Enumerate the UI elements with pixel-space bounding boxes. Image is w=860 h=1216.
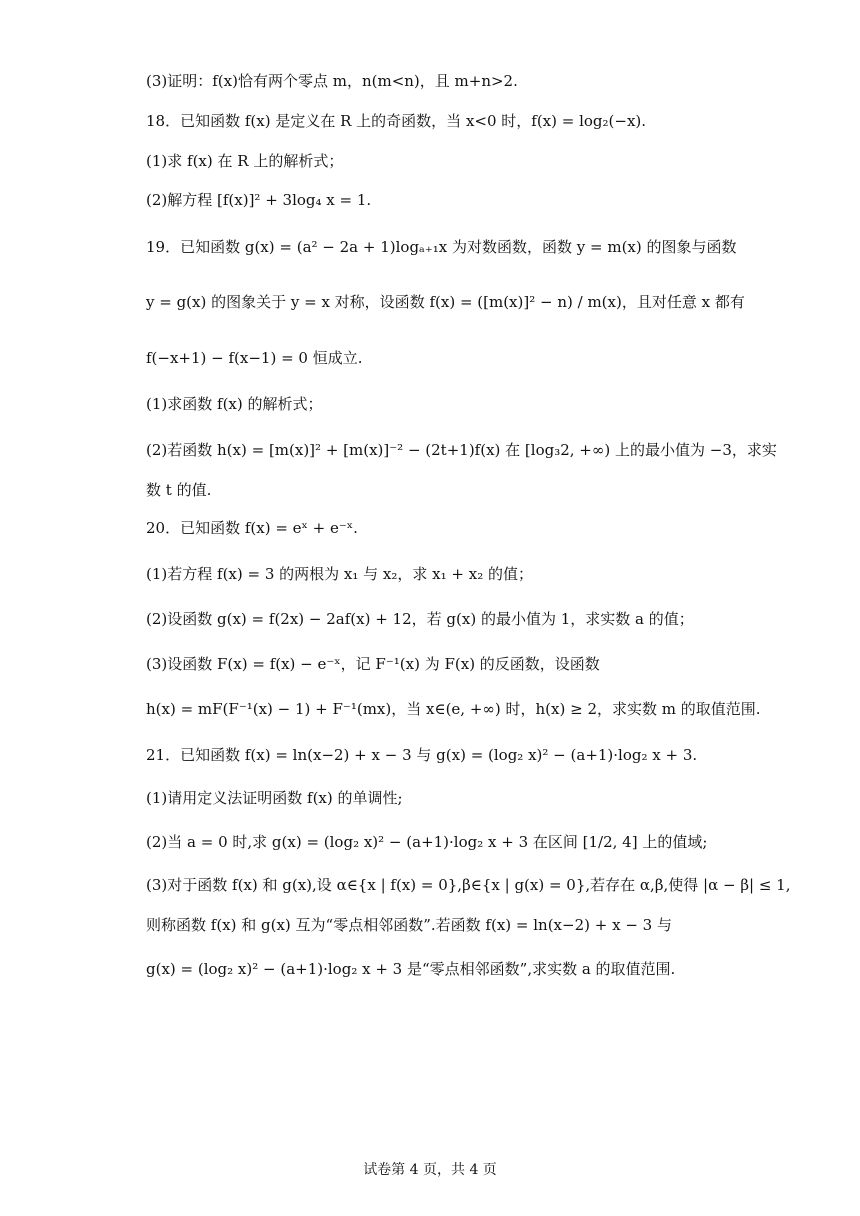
q21-part2: (2)当 a = 0 时,求 g(x) = (log₂ x)² − (a+1)·log₂ x + 3 在区间 [1/2, 4] 上的值域; xyxy=(146,833,708,851)
q19-part2-line2: 数 t 的值. xyxy=(146,481,212,499)
q19-part1: (1)求函数 f(x) 的解析式； xyxy=(146,395,323,413)
q21-part3-line2: 则称函数 f(x) 和 g(x) 互为“零点相邻函数”.若函数 f(x) = ln(x−2) + x − 3 与 xyxy=(146,916,672,934)
q17-part3: (3)证明：f(x)恰有两个零点 m，n(m<n)，且 m+n>2. xyxy=(146,72,518,90)
q20-part3-line1: (3)设函数 F(x) = f(x) − e⁻ˣ，记 F⁻¹(x) 为 F(x) 的反函数，设函数 xyxy=(146,655,600,673)
q20-part2: (2)设函数 g(x) = f(2x) − 2af(x) + 12，若 g(x) 的最小值为 1，求实数 a 的值； xyxy=(146,610,694,628)
q18-part2: (2)解方程 [f(x)]² + 3log₄ x = 1. xyxy=(146,191,372,209)
q18-stem: 18．已知函数 f(x) 是定义在 R 上的奇函数，当 x<0 时，f(x) = log₂(−x). xyxy=(146,112,647,130)
q19-stem-line2: y = g(x) 的图象关于 y = x 对称，设函数 f(x) = ([m(x)]² − n) / m(x)，且对任意 x 都有 xyxy=(146,293,745,311)
q19-part2-line1: (2)若函数 h(x) = [m(x)]² + [m(x)]⁻² − (2t+1)f(x) 在 [log₃2, +∞) 上的最小值为 −3，求实 xyxy=(146,441,777,459)
q21-part3-line3: g(x) = (log₂ x)² − (a+1)·log₂ x + 3 是“零点相邻函数”,求实数 a 的取值范围. xyxy=(146,960,676,978)
q20-part1: (1)若方程 f(x) = 3 的两根为 x₁ 与 x₂，求 x₁ + x₂ 的值； xyxy=(146,565,533,583)
q19-stem-line1: 19．已知函数 g(x) = (a² − 2a + 1)logₐ₊₁x 为对数函数，函数 y = m(x) 的图象与函数 xyxy=(146,238,737,256)
q20-part3-line2: h(x) = mF(F⁻¹(x) − 1) + F⁻¹(mx)，当 x∈(e, +∞) 时，h(x) ≥ 2，求实数 m 的取值范围. xyxy=(146,700,761,718)
q18-part1: (1)求 f(x) 在 R 上的解析式； xyxy=(146,152,344,170)
q19-stem-line3: f(−x+1) − f(x−1) = 0 恒成立. xyxy=(146,349,363,367)
q21-part3-line1: (3)对于函数 f(x) 和 g(x),设 α∈{x | f(x) = 0},β∈{x | g(x) = 0},若存在 α,β,使得 |α − β| ≤ 1, xyxy=(146,876,791,894)
q20-stem: 20．已知函数 f(x) = eˣ + e⁻ˣ. xyxy=(146,519,358,537)
page-footer: 试卷第 4 页，共 4 页 xyxy=(363,1162,497,1178)
q21-stem: 21．已知函数 f(x) = ln(x−2) + x − 3 与 g(x) = (log₂ x)² − (a+1)·log₂ x + 3. xyxy=(146,746,698,764)
q21-part1: (1)请用定义法证明函数 f(x) 的单调性; xyxy=(146,789,403,807)
